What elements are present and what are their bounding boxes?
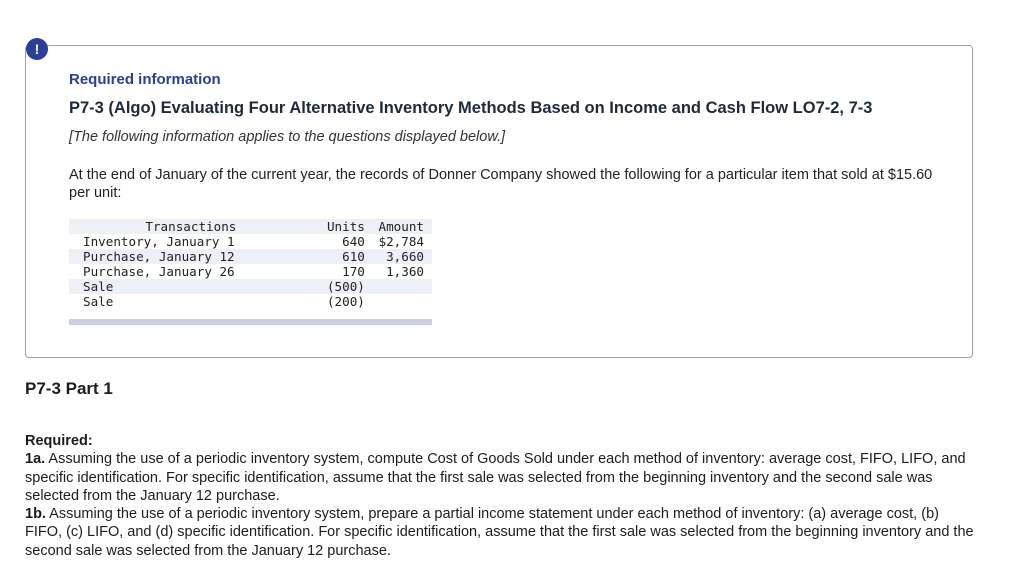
question-1a [25,450,975,505]
transaction-cell: Sale [69,279,299,294]
units-cell: (200) [326,294,365,309]
header-units: Units [299,219,365,234]
table-bottom-border [69,319,432,325]
table-row [69,294,432,309]
question-1b-text: Assuming the use of a periodic inventory system, prepare a partial income statement under each method of inventory: (a) average cost, (b) FIFO, (c) LIFO, and (d) specific identification. For specific identification, assume that the first sale was selected from the beginning inventory and the second sale was selected from the January 12 purchase. [25,506,974,559]
header-amount: Amount [365,219,432,234]
amount-cell [365,294,432,309]
transaction-cell: Sale [83,294,114,309]
question-1a-text: Assuming the use of a periodic inventory system, compute Cost of Goods Sold under each method of inventory: average cost, FIFO, LIFO, and specific identification. For specific identification, assume that the first sale was selected from the beginning inventory and the second sale was selected from the January 12 purchase. [25,451,966,504]
units-cell: (500) [299,279,365,294]
amount-cell [365,279,432,294]
table-row [69,249,432,264]
amount-cell: 1,360 [386,264,424,279]
table-row [69,234,432,249]
units-cell: 170 [342,264,365,279]
header-transactions: Transactions [69,219,299,234]
transaction-cell: Purchase, January 12 [69,249,299,264]
question-1a-label: 1a. [25,451,46,468]
part-heading: P7-3 Part 1 [25,379,113,398]
table-row [69,279,432,294]
intro-text: At the end of January of the current year, the records of Donner Company showed the following for a particular item that sold at $15.60 per unit: [69,167,933,201]
required-label: Required: [25,433,93,449]
question-1b-label: 1b. [25,506,46,523]
transactions-table [69,219,432,309]
required-information-heading: Required information [69,71,221,88]
table-row [69,264,432,279]
transaction-cell: Inventory, January 1 [83,234,235,249]
amount-cell: 3,660 [365,249,432,264]
table-header-row [69,219,432,234]
units-cell: 640 [342,234,365,249]
amount-cell: $2,784 [378,234,424,249]
transactions-table-container [69,219,432,326]
problem-title: P7-3 (Algo) Evaluating Four Alternative Inventory Methods Based on Income and Cash Flow LO7-2, 7-3 [69,99,873,117]
transaction-cell: Purchase, January 26 [83,264,235,279]
units-cell: 610 [299,249,365,264]
exclamation-icon: ! [26,38,48,60]
required-section [25,432,975,560]
applies-note: [The following information applies to the questions displayed below.] [69,129,506,145]
question-1b [25,505,975,560]
